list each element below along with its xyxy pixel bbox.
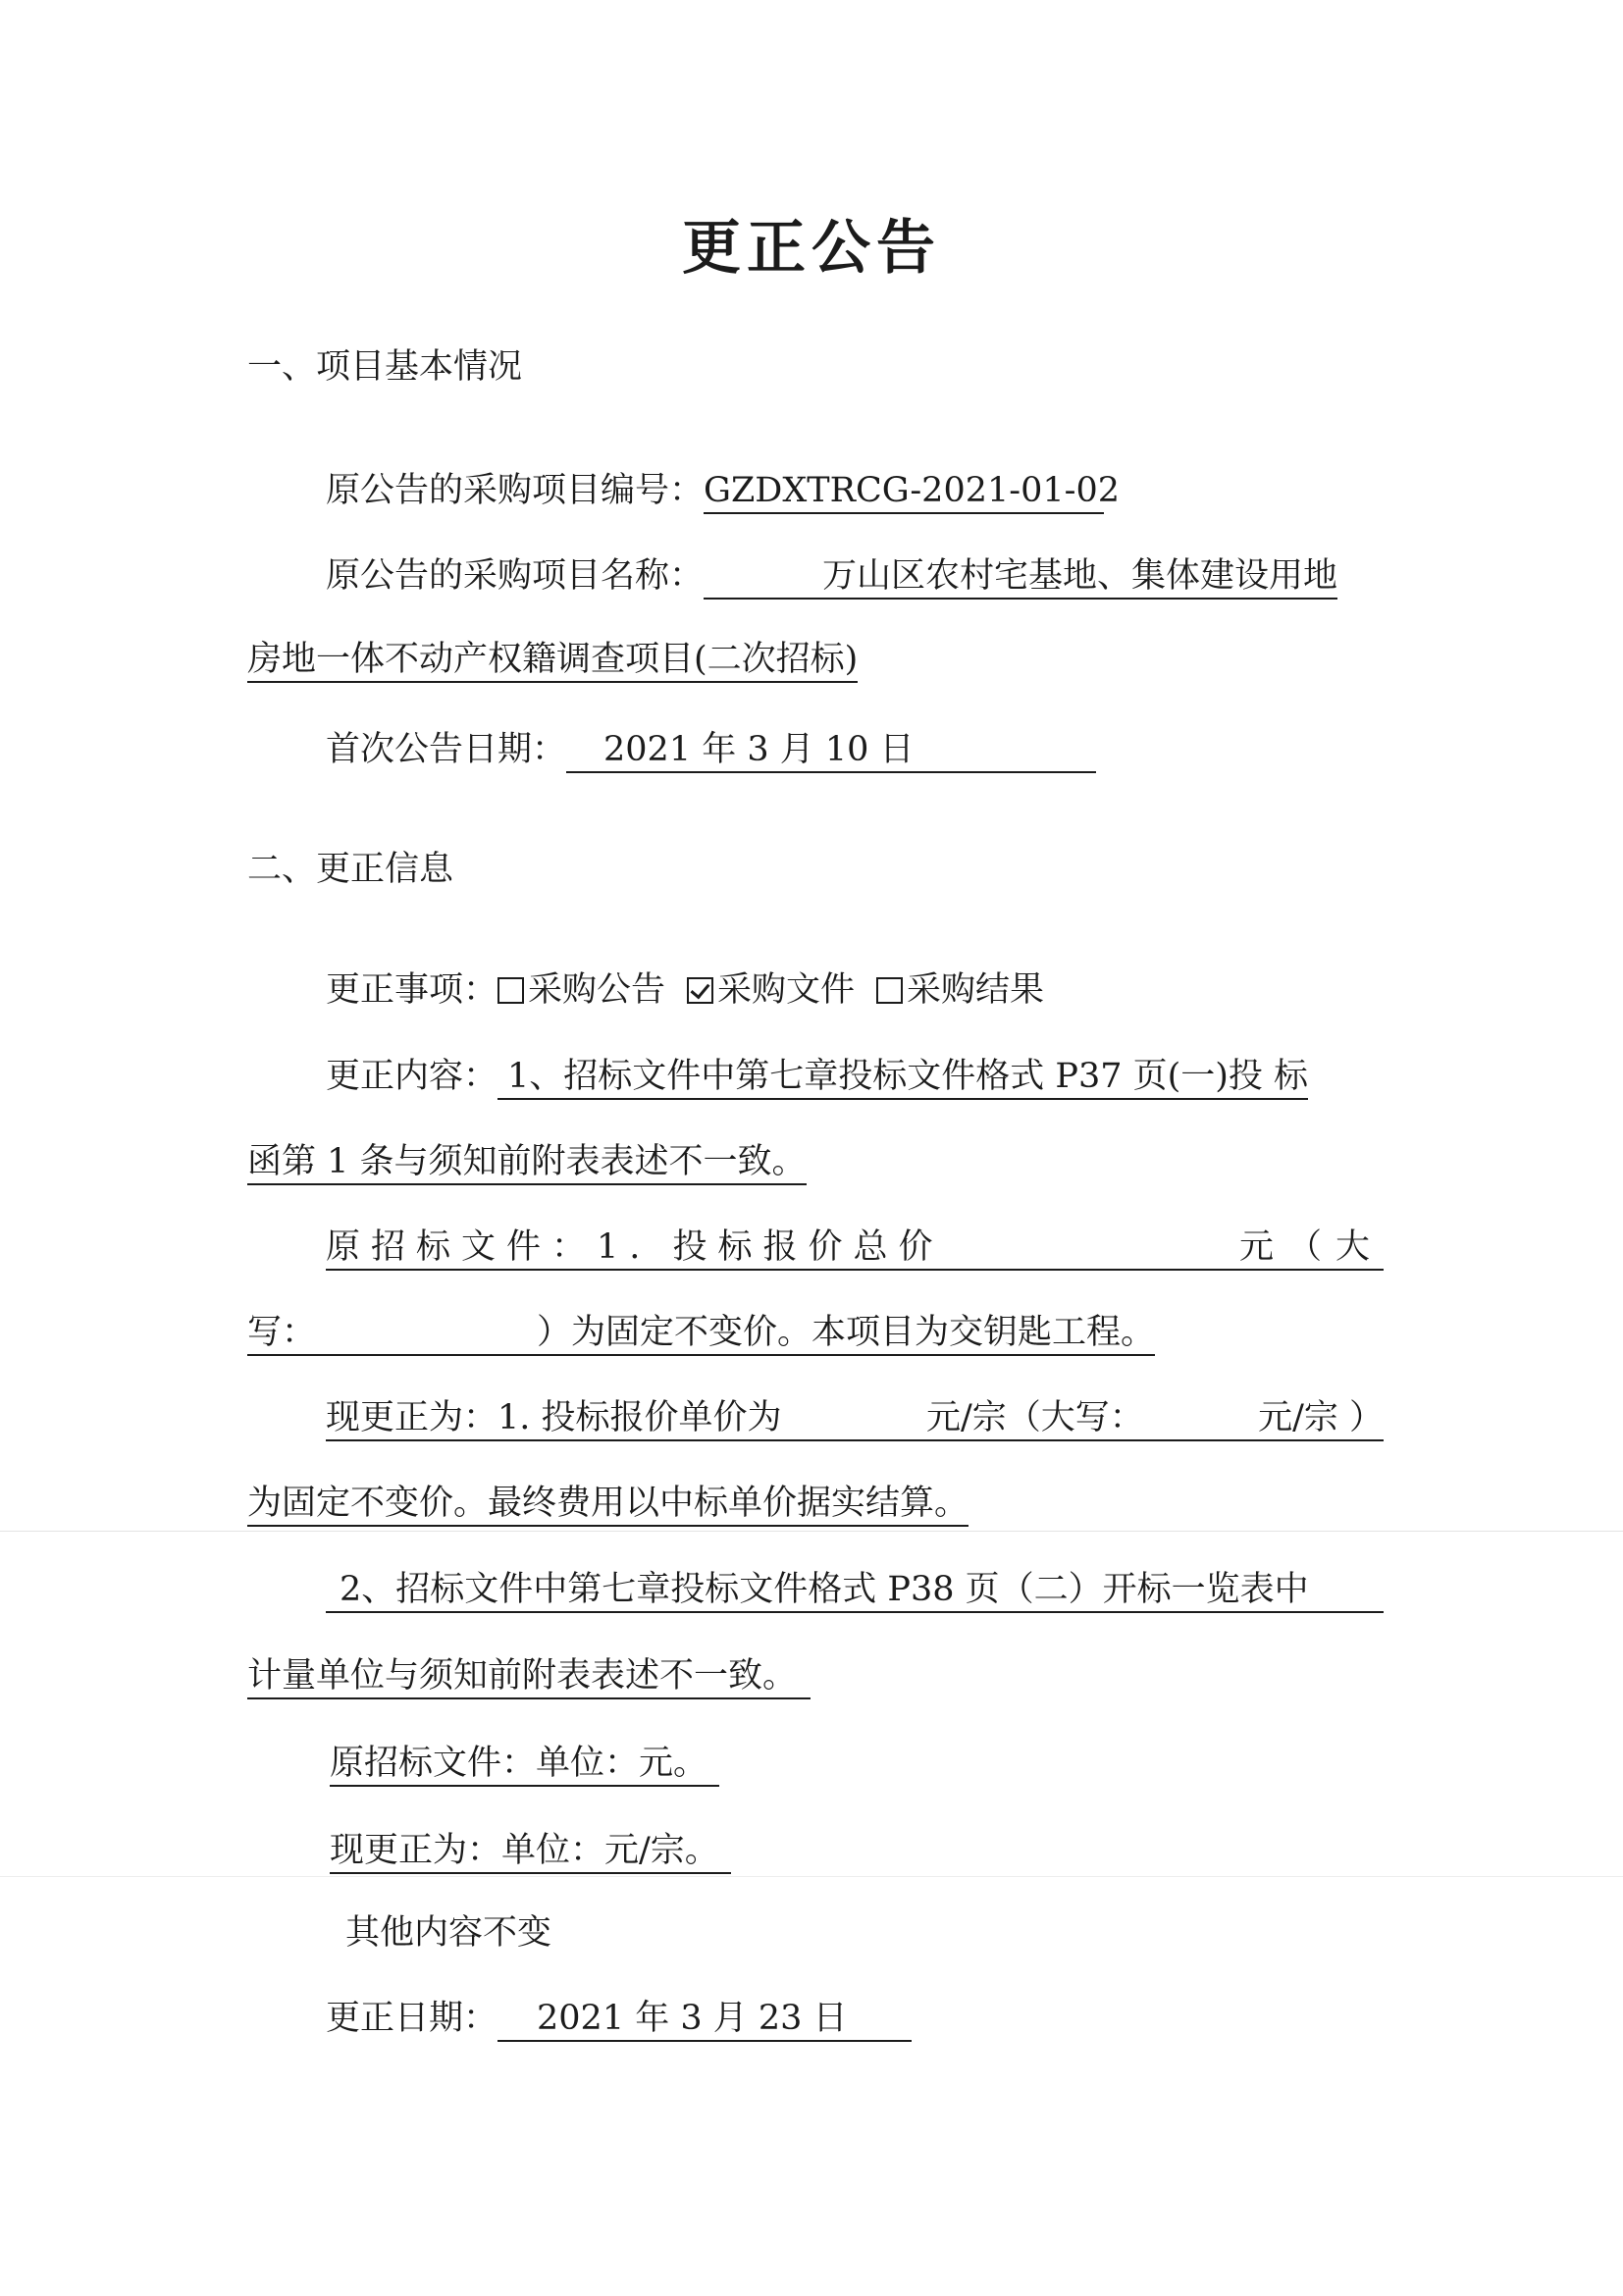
orig1-row (326, 1224, 1384, 1271)
orig2: 原招标文件：单位：元。 (330, 1742, 719, 1787)
project-no-value: GZDXTRCG-2021-01-02 (704, 469, 1104, 514)
option-procurement-documents (687, 970, 855, 1010)
option-procurement-result-label: 采购结果 (907, 970, 1045, 1010)
new2: 现更正为：单位：元/宗。 (330, 1829, 731, 1874)
project-no-label: 原公告的采购项目编号： (326, 471, 705, 510)
section1-heading: 一、项目基本情况 (247, 347, 523, 387)
orig1-line2-row (247, 1309, 1155, 1356)
project-name-label: 原公告的采购项目名称： (326, 556, 705, 596)
correction-date-row (326, 1995, 912, 2042)
page-title: 更正公告 (682, 214, 941, 283)
first-date-row (326, 726, 1096, 773)
new1-a: 现更正为：1. 投标报价单价为 (326, 1398, 782, 1437)
correction-items-label: 更正事项： (326, 970, 498, 1010)
project-no-row (326, 467, 1120, 514)
item2-line2-row (247, 1652, 811, 1699)
option-procurement-documents-label: 采购文件 (717, 970, 856, 1010)
project-name-line2: 房地一体不动产权籍调查项目(二次招标) (247, 638, 858, 683)
scan-artifact-line-2 (0, 1876, 1623, 1877)
item2-line1: 2、招标文件中第七章投标文件格式 P38 页（二）开标一览表中 (326, 1568, 1384, 1613)
correction-date-label: 更正日期： (326, 1999, 498, 2038)
other-content-unchanged: 其他内容不变 (345, 1913, 552, 1953)
new1-row (326, 1394, 1384, 1441)
orig1-line2-underline (247, 1311, 1155, 1356)
item2-line2: 计量单位与须知前附表表述不一致。 (247, 1654, 811, 1699)
project-name-line1: 万山区农村宅基地、集体建设用地 (704, 554, 1337, 600)
new1-underline (326, 1396, 1384, 1441)
item1-line2-row (247, 1138, 807, 1185)
orig1-yuan: 元（大 (1238, 1227, 1384, 1267)
orig1-line2a: 写： (247, 1313, 317, 1352)
option-procurement-notice (497, 970, 665, 1010)
orig1-line2b: ）为固定不变价。本项目为交钥匙工程。 (537, 1313, 1156, 1352)
checkbox-procurement-documents (687, 977, 713, 1004)
checkbox-procurement-result (876, 977, 903, 1004)
new1-line2-row (247, 1480, 969, 1527)
correction-items-row (326, 966, 1066, 1014)
new1-line2: 为固定不变价。最终费用以中标单价据实结算。 (247, 1482, 969, 1527)
new2-row (330, 1827, 731, 1874)
option-procurement-result (876, 970, 1044, 1010)
item1-line2: 函第 1 条与须知前附表表述不一致。 (247, 1140, 807, 1185)
new1-b: 元/宗（大写： (926, 1398, 1144, 1437)
option-procurement-notice-label: 采购公告 (528, 970, 666, 1010)
orig1-line1: 原招标文件：1. 投标报价总价 (326, 1227, 944, 1267)
section2-heading: 二、更正信息 (247, 850, 454, 889)
project-name-line2-row (247, 636, 858, 683)
orig2-row (330, 1740, 719, 1787)
scan-artifact-line (0, 1531, 1623, 1532)
correction-date-value: 2021 年 3 月 23 日 (497, 1997, 912, 2042)
first-date-label: 首次公告日期： (326, 730, 567, 769)
checkbox-procurement-notice (497, 977, 524, 1004)
first-date-value: 2021 年 3 月 10 日 (566, 728, 1096, 773)
correction-content-row (326, 1053, 1308, 1100)
project-name-row (326, 552, 1337, 600)
orig1-underline (326, 1226, 1384, 1271)
item2-row (326, 1566, 1384, 1613)
correction-content-label: 更正内容： (326, 1057, 498, 1096)
new1-c: 元/宗 ） (1258, 1398, 1384, 1437)
item1-line1: 1、招标文件中第七章投标文件格式 P37 页(一)投 标 (497, 1055, 1308, 1100)
